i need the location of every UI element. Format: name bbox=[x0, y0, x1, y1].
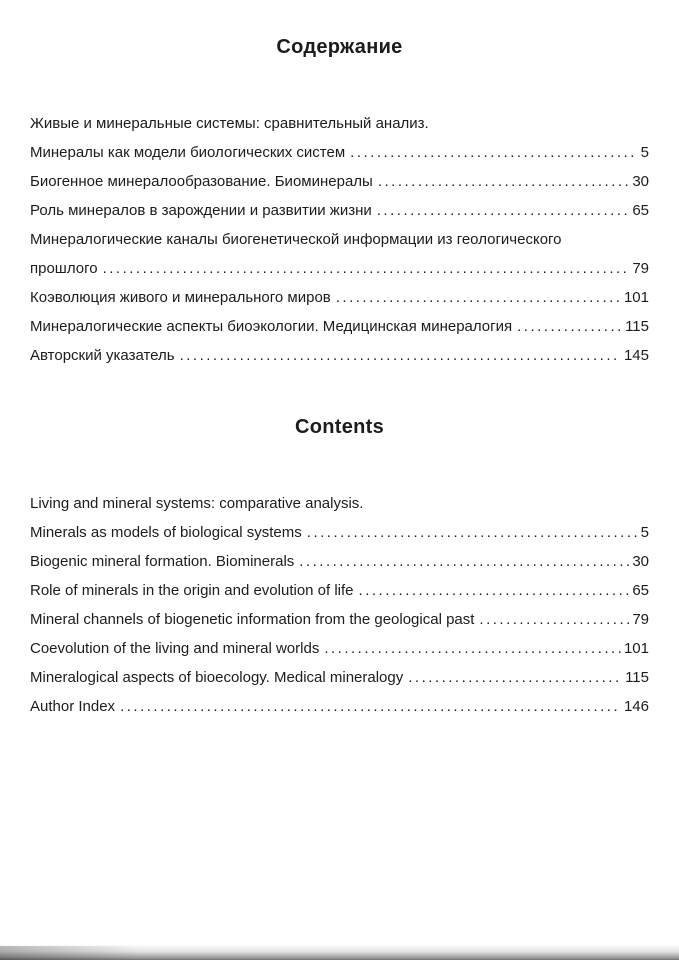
toc-entry-text: прошлого bbox=[30, 260, 98, 277]
toc-entry-text: Biogenic mineral formation. Biominerals bbox=[30, 553, 295, 570]
toc-russian bbox=[30, 109, 649, 370]
page-number: 65 bbox=[632, 202, 649, 219]
dot-leader bbox=[307, 518, 638, 547]
toc-entry-text: Author Index bbox=[30, 698, 116, 715]
toc-entry-row bbox=[30, 167, 649, 196]
toc-entry-row bbox=[30, 489, 649, 518]
dot-leader bbox=[408, 663, 622, 692]
toc-entry-row bbox=[30, 341, 649, 370]
dot-leader bbox=[180, 341, 621, 370]
scan-shadow-bottom bbox=[0, 944, 679, 960]
toc-entry-text: Minerals as models of biological systems bbox=[30, 524, 302, 541]
dot-leader bbox=[103, 254, 630, 283]
toc-entry-text: Живые и минеральные системы: сравнительный анализ. bbox=[30, 115, 429, 132]
dot-leader bbox=[299, 547, 629, 576]
dot-leader bbox=[517, 312, 622, 341]
toc-entry-row bbox=[30, 196, 649, 225]
page-number: 101 bbox=[623, 289, 649, 306]
dot-leader bbox=[378, 167, 629, 196]
toc-entry-text: Mineralogical aspects of bioecology. Medical mineralogy bbox=[30, 669, 404, 686]
dot-leader bbox=[120, 692, 621, 721]
dot-leader bbox=[479, 605, 629, 634]
toc-entry-row bbox=[30, 109, 649, 138]
toc-entry-row bbox=[30, 692, 649, 721]
toc-entry-text: Mineral channels of biogenetic information from the geological past bbox=[30, 611, 475, 628]
toc-entry-row bbox=[30, 254, 649, 283]
toc-entry-row bbox=[30, 312, 649, 341]
page-number: 65 bbox=[632, 582, 649, 599]
page-number: 115 bbox=[625, 669, 649, 686]
page-number: 5 bbox=[640, 524, 649, 541]
dot-leader bbox=[350, 138, 637, 167]
dot-leader bbox=[336, 283, 621, 312]
toc-entry-row bbox=[30, 283, 649, 312]
toc-entry-row bbox=[30, 547, 649, 576]
toc-entry-text: Биогенное минералообразование. Биоминералы bbox=[30, 173, 373, 190]
toc-entry-row bbox=[30, 663, 649, 692]
toc-entry-row bbox=[30, 634, 649, 663]
toc-entry-text: Минералогические аспекты биоэкологии. Медицинская минералогия bbox=[30, 318, 513, 335]
page-number: 79 bbox=[632, 611, 649, 628]
toc-english bbox=[30, 489, 649, 721]
dot-leader bbox=[377, 196, 630, 225]
toc-entry-row bbox=[30, 576, 649, 605]
page-number: 101 bbox=[623, 640, 649, 657]
page-number: 30 bbox=[632, 173, 649, 190]
page-number: 145 bbox=[623, 347, 649, 364]
toc-entry-text: Living and mineral systems: comparative analysis. bbox=[30, 495, 364, 512]
toc-entry-text: Роль минералов в зарождении и развитии жизни bbox=[30, 202, 372, 219]
toc-entry-row bbox=[30, 605, 649, 634]
dot-leader bbox=[359, 576, 630, 605]
toc-entry-text: Авторский указатель bbox=[30, 347, 175, 364]
toc-title-russian: Содержание bbox=[276, 36, 403, 58]
scan-shadow-corner bbox=[0, 946, 140, 960]
toc-entry-row bbox=[30, 225, 649, 254]
toc-entry-row bbox=[30, 518, 649, 547]
toc-entry-text: Минералы как модели биологических систем bbox=[30, 144, 346, 161]
page-number: 79 bbox=[632, 260, 649, 277]
toc-entry-text: Role of minerals in the origin and evolution of life bbox=[30, 582, 354, 599]
toc-entry-text: Коэволюция живого и минерального миров bbox=[30, 289, 331, 306]
toc-entry-text: Минералогические каналы биогенетической информации из геологического bbox=[30, 231, 562, 248]
page-number: 146 bbox=[623, 698, 649, 715]
dot-leader bbox=[324, 634, 621, 663]
toc-title-english: Contents bbox=[294, 416, 385, 438]
page-number: 115 bbox=[625, 318, 649, 335]
page-number: 30 bbox=[632, 553, 649, 570]
toc-entry-row bbox=[30, 138, 649, 167]
page-number: 5 bbox=[640, 144, 649, 161]
toc-entry-text: Coevolution of the living and mineral worlds bbox=[30, 640, 320, 657]
